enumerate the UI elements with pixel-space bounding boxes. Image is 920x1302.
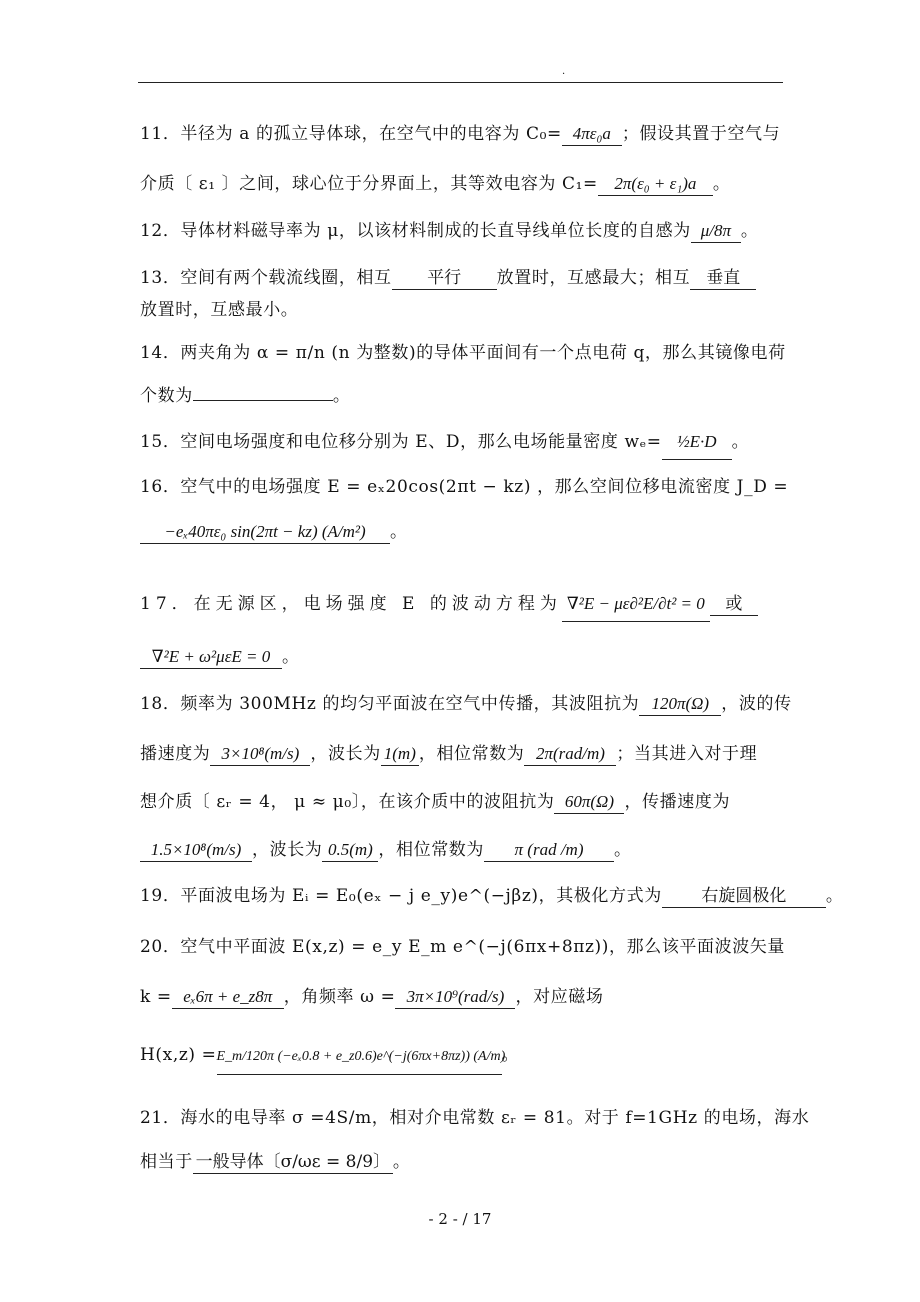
q17-line1: 17．在无源区，电场强度 E 的波动方程为 ∇²E − με∂²E/∂t² = 0 或 xyxy=(140,587,785,622)
q18-line4: 1.5×10⁸(m/s) ，波长为 0.5(m) ，相位常数为 π (rad /m) 。 xyxy=(140,838,785,862)
q17-or: 或 xyxy=(710,593,758,616)
q13-answer-parallel: 平行 xyxy=(392,267,497,290)
q18-impedance-medium: 60π(Ω) xyxy=(554,791,624,814)
q11-line1: 11．半径为 a 的孤立导体球，在空气中的电容为 C₀= 4πε₀a ；假设其置于空气与 xyxy=(140,124,781,144)
header-rule xyxy=(138,82,783,83)
q21-answer: 一般导体〔σ/ωε = 8/9〕 xyxy=(193,1151,393,1174)
q20-line1: 20．空气中平面波 E(x,z) = e_y E_m e^(−j(6πx+8πz))，那么该平面波波矢量 xyxy=(140,937,786,957)
q16-answer: −eₓ40πε₀ sin(2πt − kz) (A/m²) xyxy=(140,521,390,544)
q18-line3: 想介质〔 εᵣ = 4， μ ≈ μ₀〕，在该介质中的波阻抗为 60π(Ω) ，传播速度为 xyxy=(140,792,731,812)
q18-wavelength: 1(m) xyxy=(381,743,419,766)
q19-answer: 右旋圆极化 xyxy=(662,885,826,908)
q16-line1: 16．空气中的电场强度 E = eₓ20cos(2πt − kz) ，那么空间位移电流密度 J_D = xyxy=(140,477,789,497)
q17-answer-1: ∇²E − με∂²E/∂t² = 0 xyxy=(562,587,710,622)
q14-line2: 个数为 。 xyxy=(140,386,351,406)
q15-answer: ½E·D xyxy=(662,425,732,460)
q18-phase-constant-medium: π (rad /m) xyxy=(484,839,614,862)
header-mark: . xyxy=(562,66,566,77)
q18-line2: 播速度为 3×10⁸(m/s) ，波长为 1(m) ，相位常数为 2π(rad/m) ；当其进入对于理 xyxy=(140,744,758,764)
q20-magnetic-field: E_m/120π (−eₓ0.8 + e_z0.6)e^(−j(6πx+8πz)) (A/m) xyxy=(217,1040,502,1075)
q14-line1: 14．两夹角为 α = π/n (n 为整数)的导体平面间有一个点电荷 q，那么其镜像电荷 xyxy=(140,343,786,363)
q13-answer-perpendicular: 垂直 xyxy=(690,267,756,290)
q12-line: 12．导体材料磁导率为 μ，以该材料制成的长直导线单位长度的自感为 μ/8π 。 xyxy=(140,221,759,241)
q18-velocity-medium: 1.5×10⁸(m/s) xyxy=(140,839,252,862)
q18-impedance: 120π(Ω) xyxy=(639,693,721,716)
q16-line2: −eₓ40πε₀ sin(2πt − kz) (A/m²) 。 xyxy=(140,520,785,544)
q12-answer: μ/8π xyxy=(691,220,741,243)
q20-angular-frequency: 3π×10⁹(rad/s) xyxy=(395,986,515,1009)
q18-velocity: 3×10⁸(m/s) xyxy=(210,743,310,766)
page-number: - 2 - / 17 xyxy=(428,1210,492,1228)
q19-line: 19．平面波电场为 Eᵢ = E₀(eₓ − j e_y)e^(−jβz)，其极化方式为 右旋圆极化 。 xyxy=(140,886,844,906)
q17-answer-2: ∇²E + ω²μεE = 0 xyxy=(140,646,282,669)
q20-line2: k = eₓ6π + e_z8π ，角频率 ω = 3π×10⁹(rad/s) ，对应磁场 xyxy=(140,987,604,1007)
q20-wave-vector: eₓ6π + e_z8π xyxy=(172,986,284,1009)
q18-phase-constant: 2π(rad/m) xyxy=(524,743,616,766)
q18-wavelength-medium: 0.5(m) xyxy=(322,839,378,862)
q14-answer xyxy=(193,400,333,401)
q11-answer-c1: 2π(ε₀ + ε₁)a xyxy=(598,173,713,196)
q21-line2: 相当于 一般导体〔σ/ωε = 8/9〕 。 xyxy=(140,1152,411,1172)
q13-line1: 13．空间有两个载流线圈，相互 平行 放置时，互感最大；相互 垂直 xyxy=(140,266,785,290)
q18-line1: 18．频率为 300MHz 的均匀平面波在空气中传播，其波阻抗为 120π(Ω) ，波的传 xyxy=(140,694,792,714)
q21-line1: 21．海水的电导率 σ =4S/m，相对介电常数 εᵣ = 81。对于 f=1GHz 的电场，海水 xyxy=(140,1108,810,1128)
q15-line: 15．空间电场强度和电位移分别为 E、D，那么电场能量密度 wₑ= ½E·D 。 xyxy=(140,425,785,460)
q11-answer-c0: 4πε₀a xyxy=(562,123,622,146)
q17-line2: ∇²E + ω²μεE = 0 。 xyxy=(140,645,785,669)
q11-line2: 介质〔 ε₁ 〕之间，球心位于分界面上，其等效电容为 C₁= 2π(ε₀ + ε₁)a 。 xyxy=(140,174,731,194)
q20-line3: H(x,z) =E_m/120π (−eₓ0.8 + e_z0.6)e^(−j(6πx+8πz)) (A/m)。 xyxy=(140,1040,785,1075)
q13-line2: 放置时，互感最小。 xyxy=(140,300,299,320)
